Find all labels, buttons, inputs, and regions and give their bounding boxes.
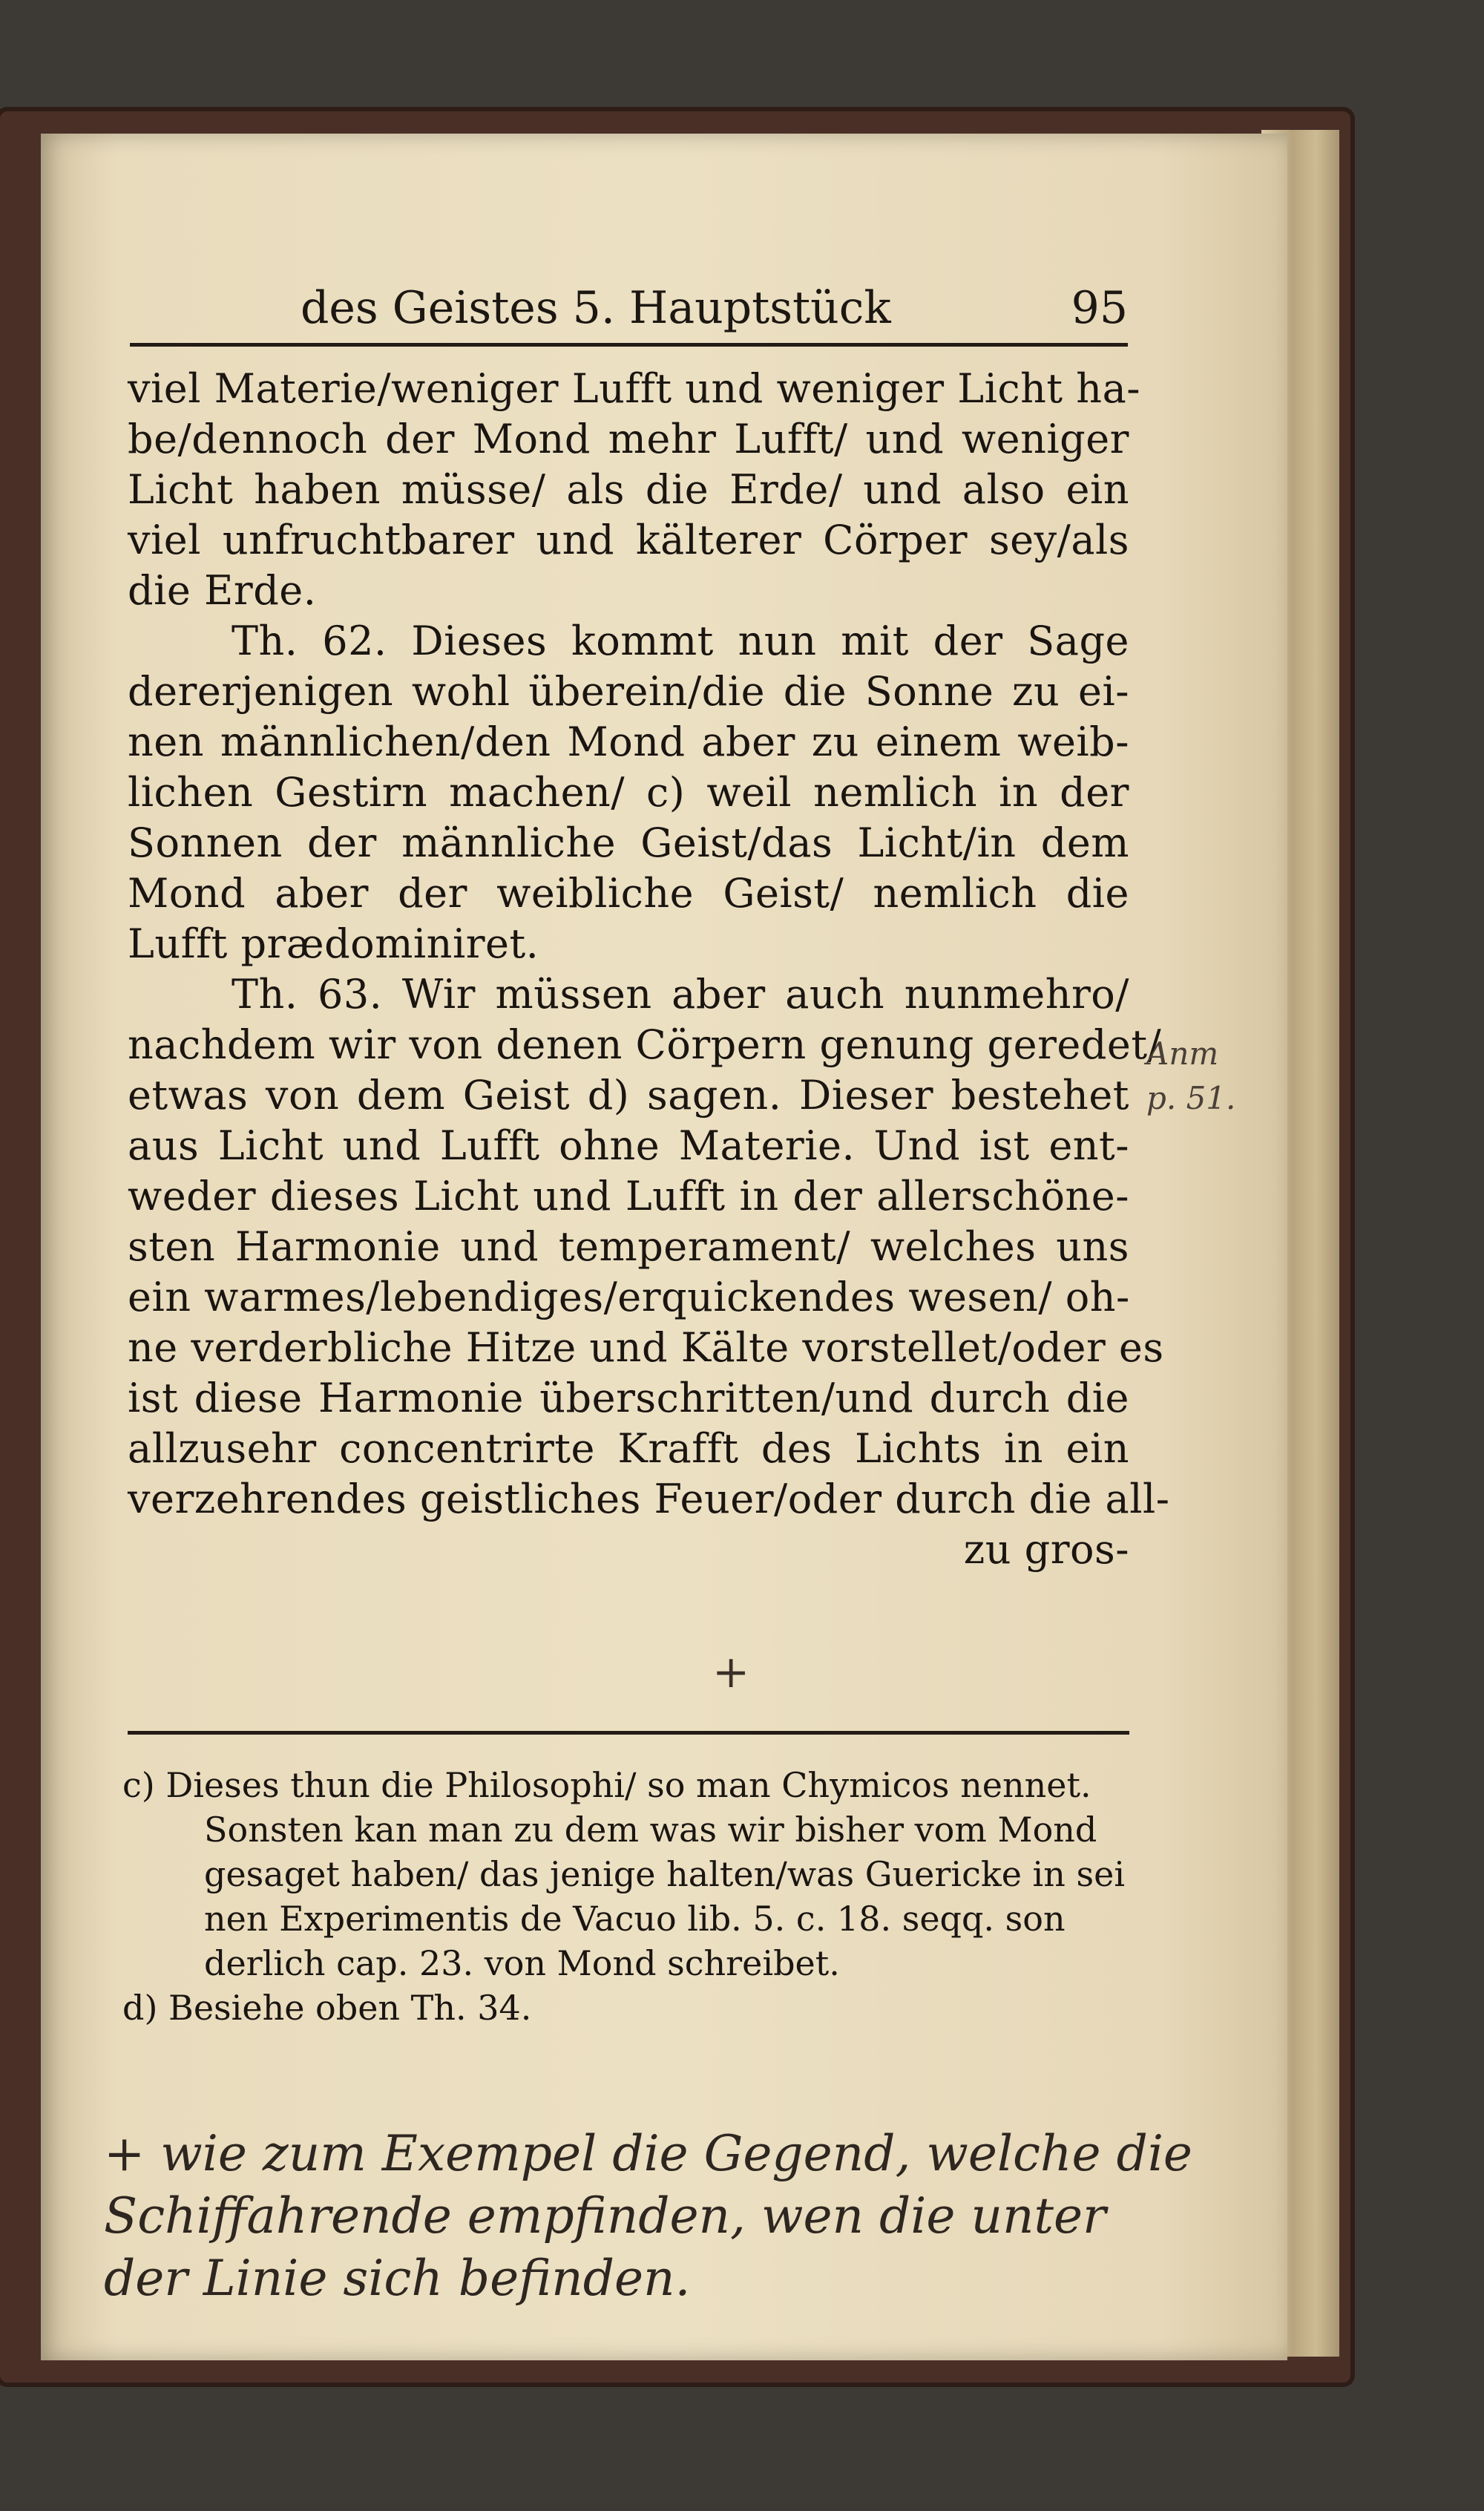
handwritten-line: + wie zum Exempel die Gegend, welche die xyxy=(104,2125,1192,2182)
text-line: Th. 62. Dieses kommt nun mit der Sage xyxy=(232,618,1129,664)
text-line: lichen Gestirn machen/ c) weil nemlich in der xyxy=(128,769,1129,816)
text-line: weder dieses Licht und Lufft in der allerschöne- xyxy=(128,1173,1129,1220)
insertion-mark: + xyxy=(712,1646,750,1698)
text-line: Licht haben müsse/ als die Erde/ und also ein xyxy=(128,466,1129,513)
footnote-line: d) Besiehe oben Th. 34. xyxy=(122,1988,532,2028)
handwritten-line: Schiffahrende empfinden, wen die unter xyxy=(104,2187,1106,2245)
footnote-line: gesaget haben/ das jenige halten/was Guericke in sei xyxy=(204,1854,1126,1894)
text-line: viel Materie/weniger Lufft und weniger Licht ha- xyxy=(128,365,1141,412)
footnote-line: nen Experimentis de Vacuo lib. 5. c. 18. seqq. son xyxy=(204,1899,1066,1939)
handwritten-line: der Linie sich befinden. xyxy=(104,2250,691,2307)
text-line: sten Harmonie und temperament/ welches uns xyxy=(128,1223,1129,1270)
text-line: nachdem wir von denen Cörpern genung geredet/ xyxy=(128,1021,1162,1068)
text-line: nen männlichen/den Mond aber zu einem weib- xyxy=(128,718,1129,765)
text-line: Lufft prædominiret. xyxy=(128,920,539,967)
margin-note-line: Anm xyxy=(1146,1035,1219,1072)
text-line: Th. 63. Wir müssen aber auch nunmehro/ xyxy=(232,971,1129,1018)
margin-annotation xyxy=(1146,1032,1235,1121)
body-text xyxy=(128,364,1170,1575)
text-line: viel unfruchtbarer und kälterer Cörper sey/als xyxy=(128,517,1129,563)
footnotes xyxy=(122,1763,1132,2030)
text-line: be/dennoch der Mond mehr Lufft/ und weniger xyxy=(128,416,1129,462)
footnote-line: c) Dieses thun die Philosophi/ so man Chymicos nennet. xyxy=(122,1765,1091,1805)
text-line: aus Licht und Lufft ohne Materie. Und ist ent- xyxy=(128,1122,1129,1169)
page-number: 95 xyxy=(1071,282,1128,334)
footnote-rule xyxy=(128,1731,1129,1735)
text-line: Sonnen der männliche Geist/das Licht/in dem xyxy=(128,819,1129,866)
running-head-title: des Geistes 5. Hauptstück xyxy=(301,282,891,334)
text-line: ist diese Harmonie überschritten/und durch die xyxy=(128,1375,1129,1421)
margin-note-line: p. 51. xyxy=(1146,1080,1236,1116)
catchword: zu gros- xyxy=(963,1526,1129,1573)
handwritten-note xyxy=(104,2123,1254,2310)
text-line: ne verderbliche Hitze und Kälte vorstellet/oder es xyxy=(128,1324,1164,1371)
head-rule xyxy=(130,343,1128,347)
text-line: Mond aber der weibliche Geist/ nemlich die xyxy=(128,870,1129,917)
text-line: allzusehr concentrirte Krafft des Lichts in ein xyxy=(128,1425,1129,1472)
footnote-line: Sonsten kan man zu dem was wir bisher vom Mond xyxy=(204,1810,1097,1850)
text-line: ein warmes/lebendiges/erquickendes wesen/ oh- xyxy=(128,1274,1130,1320)
footnote-line: derlich cap. 23. von Mond schreibet. xyxy=(204,1943,840,1983)
text-line: die Erde. xyxy=(128,567,317,614)
text-line: verzehrendes geistliches Feuer/oder durch die all- xyxy=(128,1476,1170,1522)
running-head xyxy=(130,282,1128,353)
text-line: dererjenigen wohl überein/die die Sonne zu ei- xyxy=(128,668,1129,715)
text-line: etwas von dem Geist d) sagen. Dieser bestehet xyxy=(128,1072,1129,1119)
